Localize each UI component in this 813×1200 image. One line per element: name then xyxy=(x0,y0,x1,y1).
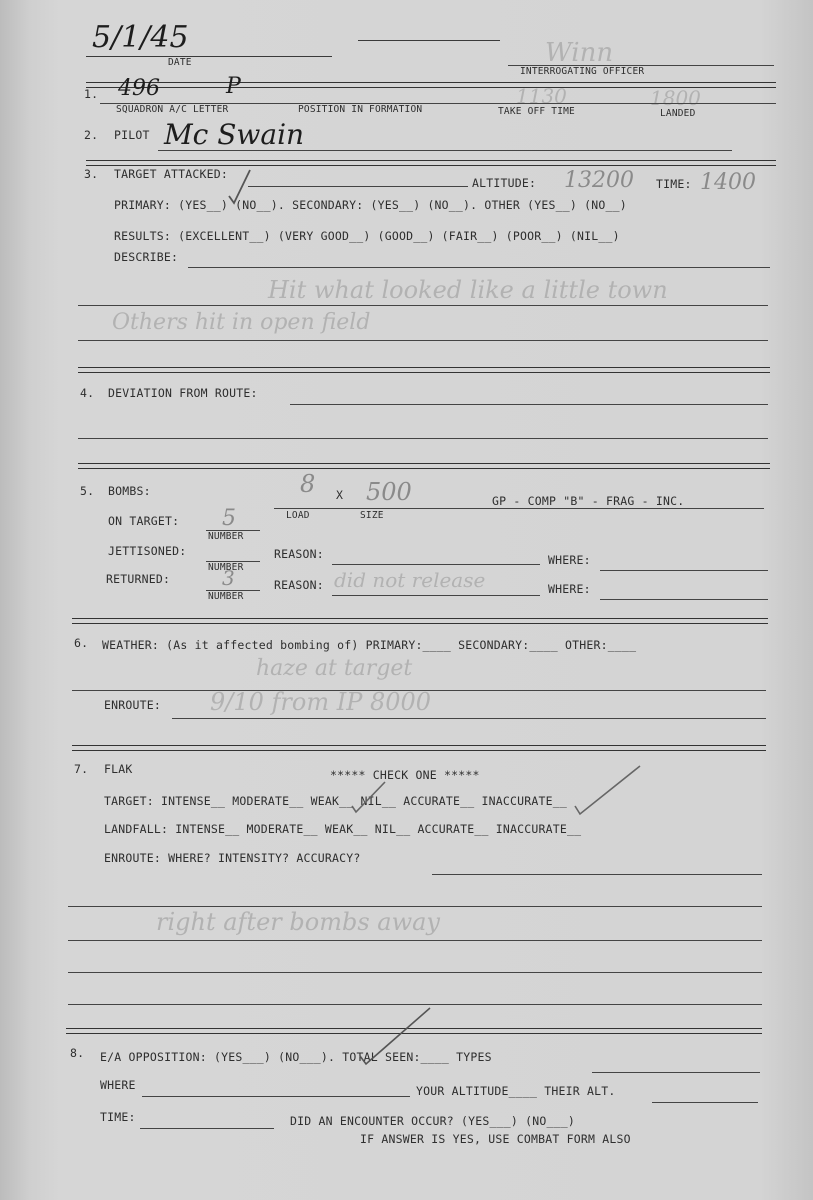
flak-enroute-line: ENROUTE: WHERE? INTENSITY? ACCURACY? xyxy=(104,851,361,865)
on-target-value: 5 xyxy=(222,506,236,531)
returned-where-label: WHERE: xyxy=(548,582,591,596)
load-value: 8 xyxy=(300,470,316,498)
describe-label: DESCRIBE: xyxy=(114,250,179,264)
jettisoned-label: JETTISONED: xyxy=(108,544,187,558)
flak-note: right after bombs away xyxy=(156,908,440,936)
number-label-1: NUMBER xyxy=(208,531,244,542)
describe-text-1: Hit what looked like a little town xyxy=(268,276,668,304)
number-label-2: NUMBER xyxy=(208,562,244,573)
returned-label: RETURNED: xyxy=(106,572,171,586)
your-their-altitude: YOUR ALTITUDE____ THEIR ALT. xyxy=(416,1084,616,1098)
date-value: 5/1/45 xyxy=(92,20,189,55)
describe-text-2: Others hit in open field xyxy=(112,310,371,335)
altitude-label: ALTITUDE: xyxy=(472,176,537,190)
section5-number: 5. xyxy=(80,484,95,498)
position-label: POSITION IN FORMATION xyxy=(298,104,423,115)
check-one: ***** CHECK ONE ***** xyxy=(330,768,480,782)
results-line: RESULTS: (EXCELLENT__) (VERY GOOD__) (GOOD__) (FAIR__) (POOR__) (NIL__) xyxy=(114,229,620,243)
deviation-label: DEVIATION FROM ROUTE: xyxy=(108,386,258,400)
enroute-weather-value: 9/10 from IP 8000 xyxy=(210,688,432,716)
section7-number: 7. xyxy=(74,762,89,776)
ac-letter-value: P xyxy=(226,74,241,99)
returned-reason-label: REASON: xyxy=(274,578,324,592)
takeoff-value: 1130 xyxy=(516,84,567,108)
weather-note: haze at target xyxy=(256,656,413,681)
jettisoned-where-label: WHERE: xyxy=(548,553,591,567)
pilot-label: PILOT xyxy=(114,128,150,142)
section8-number: 8. xyxy=(70,1046,85,1060)
ea-no-checkmark xyxy=(360,1008,430,1064)
interrogating-officer-label: INTERROGATING OFFICER xyxy=(520,66,645,77)
interrogating-officer-value: Winn xyxy=(545,38,614,68)
ea-time-label: TIME: xyxy=(100,1110,136,1124)
bombs-label: BOMBS: xyxy=(108,484,151,498)
flak-landfall-line: LANDFALL: INTENSE__ MODERATE__ WEAK__ NIL__ ACCURATE__ INACCURATE__ xyxy=(104,822,582,836)
flak-target-line: TARGET: INTENSE__ MODERATE__ WEAK__ NIL__ ACCURATE__ INACCURATE__ xyxy=(104,794,568,808)
primary-secondary-line: PRIMARY: (YES__) (NO__). SECONDARY: (YES__) (NO__). OTHER (YES__) (NO__) xyxy=(114,198,627,212)
line1-number: 1. xyxy=(84,87,99,101)
section4-number: 4. xyxy=(80,386,95,400)
load-label: LOAD xyxy=(286,510,310,521)
accurate-checkmark xyxy=(575,766,640,814)
pilot-value: Mc Swain xyxy=(164,118,305,151)
enroute-weather-label: ENROUTE: xyxy=(104,698,161,712)
jettisoned-reason-label: REASON: xyxy=(274,547,324,561)
primary-yes-checkmark xyxy=(229,170,250,203)
landed-value: 1800 xyxy=(650,86,701,110)
number-label-3: NUMBER xyxy=(208,591,244,602)
combat-form-note: IF ANSWER IS YES, USE COMBAT FORM ALSO xyxy=(360,1132,631,1146)
ea-where-label: WHERE xyxy=(100,1078,136,1092)
time-label: TIME: xyxy=(656,177,692,191)
size-label: SIZE xyxy=(360,510,384,521)
weather-line: WEATHER: (As it affected bombing of) PRIMARY:____ SECONDARY:____ OTHER:____ xyxy=(102,638,637,652)
altitude-value: 13200 xyxy=(564,168,634,193)
ea-opposition-line: E/A OPPOSITION: (YES___) (NO___). TOTAL SEEN:____ TYPES xyxy=(100,1050,492,1064)
squadron-ac-label: SQUADRON A/C LETTER xyxy=(116,104,229,115)
squadron-value: 496 xyxy=(118,76,160,101)
returned-value: 3 xyxy=(222,566,235,590)
section6-number: 6. xyxy=(74,636,89,650)
encounter-line: DID AN ENCOUNTER OCCUR? (YES___) (NO___) xyxy=(290,1114,575,1128)
size-value: 500 xyxy=(366,478,412,506)
section3-number: 3. xyxy=(84,167,99,181)
returned-reason-value: did not release xyxy=(334,568,486,592)
time-value: 1400 xyxy=(700,170,756,195)
takeoff-label: TAKE OFF TIME xyxy=(498,106,575,117)
flak-label: FLAK xyxy=(104,762,133,776)
landed-label: LANDED xyxy=(660,108,696,119)
on-target-label: ON TARGET: xyxy=(108,514,180,528)
date-label: DATE xyxy=(168,57,192,68)
target-attacked-label: TARGET ATTACKED: xyxy=(114,167,228,181)
load-x: X xyxy=(336,488,344,502)
bomb-types: GP - COMP "B" - FRAG - INC. xyxy=(492,494,685,508)
line2-number: 2. xyxy=(84,128,99,142)
weak-checkmark xyxy=(352,782,385,812)
